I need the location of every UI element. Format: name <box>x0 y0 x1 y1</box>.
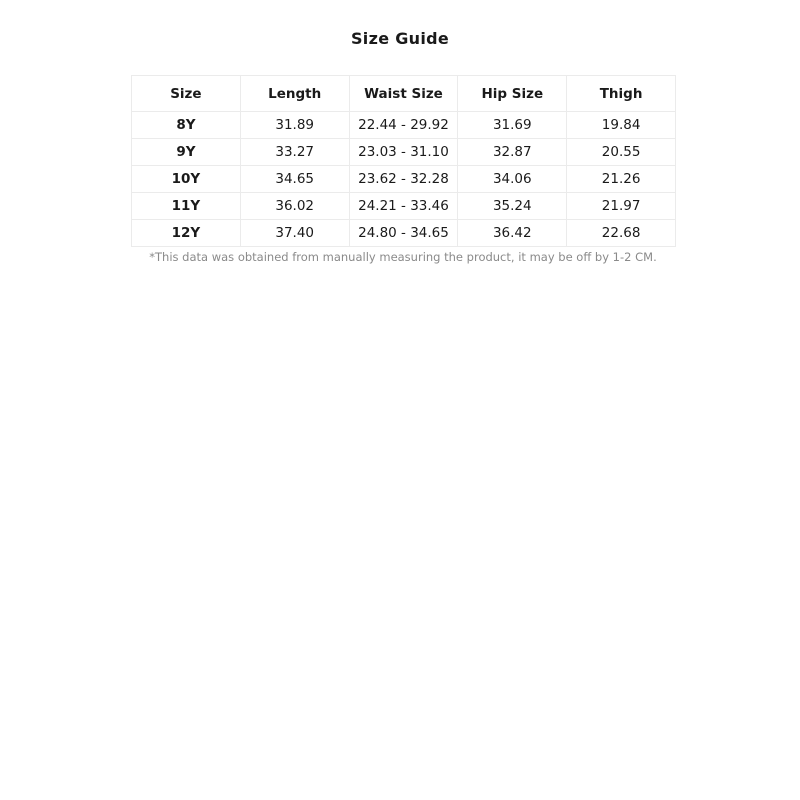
waist-size-cell: 23.62 - 32.28 <box>349 166 458 193</box>
table-row <box>132 220 676 247</box>
length-cell: 36.02 <box>240 193 349 220</box>
column-header-size: Size <box>132 76 241 112</box>
table-row <box>132 112 676 139</box>
column-header-hip-size: Hip Size <box>458 76 567 112</box>
hip-size-cell: 35.24 <box>458 193 567 220</box>
length-cell: 31.89 <box>240 112 349 139</box>
column-header-length: Length <box>240 76 349 112</box>
waist-size-cell: 22.44 - 29.92 <box>349 112 458 139</box>
size-cell: 9Y <box>132 139 241 166</box>
page-title: Size Guide <box>350 29 450 48</box>
thigh-cell: 21.26 <box>567 166 676 193</box>
column-header-waist-size: Waist Size <box>349 76 458 112</box>
header-row <box>132 76 676 112</box>
hip-size-cell: 34.06 <box>458 166 567 193</box>
size-guide-table <box>131 75 676 247</box>
table-row <box>132 193 676 220</box>
table-row <box>132 139 676 166</box>
table-header <box>132 76 676 112</box>
table-body <box>132 112 676 247</box>
thigh-cell: 20.55 <box>567 139 676 166</box>
thigh-cell: 21.97 <box>567 193 676 220</box>
hip-size-cell: 31.69 <box>458 112 567 139</box>
waist-size-cell: 23.03 - 31.10 <box>349 139 458 166</box>
waist-size-cell: 24.21 - 33.46 <box>349 193 458 220</box>
length-cell: 34.65 <box>240 166 349 193</box>
length-cell: 33.27 <box>240 139 349 166</box>
size-cell: 11Y <box>132 193 241 220</box>
size-cell: 10Y <box>132 166 241 193</box>
size-cell: 8Y <box>132 112 241 139</box>
table-row <box>132 166 676 193</box>
size-cell: 12Y <box>132 220 241 247</box>
waist-size-cell: 24.80 - 34.65 <box>349 220 458 247</box>
thigh-cell: 19.84 <box>567 112 676 139</box>
hip-size-cell: 32.87 <box>458 139 567 166</box>
column-header-thigh: Thigh <box>567 76 676 112</box>
measurement-disclaimer: *This data was obtained from manually measuring the product, it may be off by 1-2 CM. <box>149 250 657 264</box>
thigh-cell: 22.68 <box>567 220 676 247</box>
length-cell: 37.40 <box>240 220 349 247</box>
hip-size-cell: 36.42 <box>458 220 567 247</box>
